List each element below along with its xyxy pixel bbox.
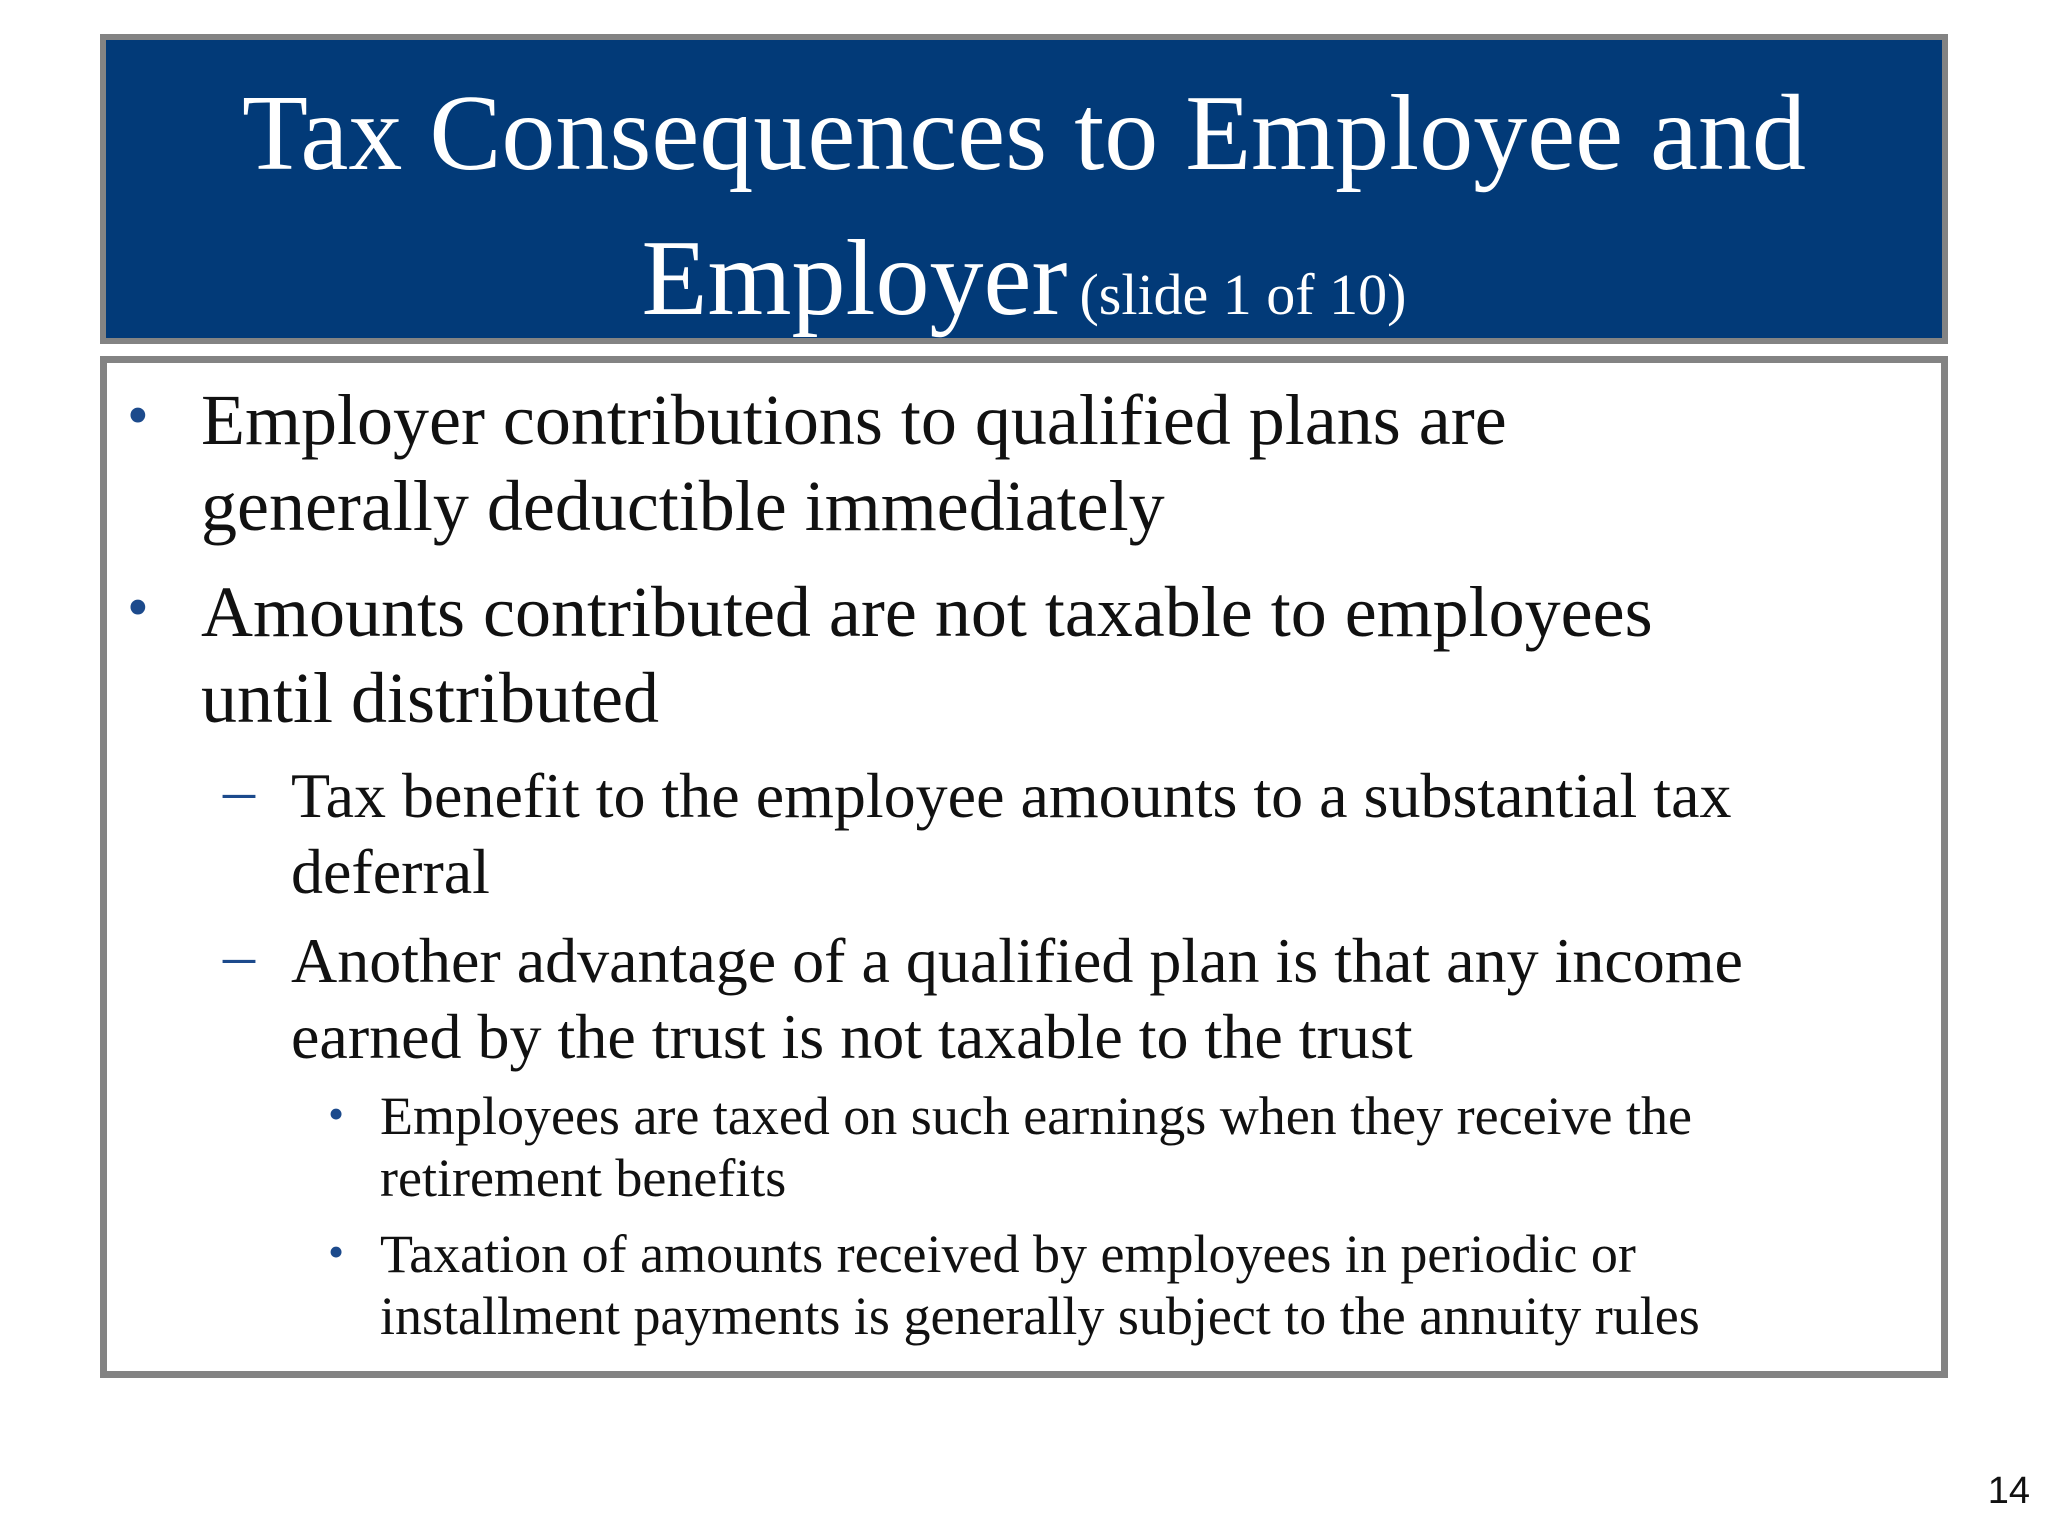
bullet-text-line: deferral <box>291 836 490 907</box>
bullet-item-amounts-contributed <box>127 569 1653 741</box>
bullet-text-line: Tax benefit to the employee amounts to a substantial tax <box>291 760 1732 831</box>
bullet-text-line: until distributed <box>201 658 659 738</box>
bullet-text-line: earned by the trust is not taxable to the trust <box>291 1001 1413 1072</box>
sub-bullet-another-advantage <box>223 919 1743 1075</box>
slide-title-banner <box>100 34 1948 344</box>
bullet-dot-icon: • <box>328 1226 345 1277</box>
dash-icon: – <box>223 754 255 825</box>
bullet-item-employer-contributions <box>127 377 1507 549</box>
slide-title-line-1: Tax Consequences to Employee and <box>242 74 1806 193</box>
slide-title-text: Employer <box>641 219 1068 338</box>
bullet-text-line: Taxation of amounts received by employees in periodic or <box>380 1224 1636 1284</box>
dash-icon: – <box>223 919 255 990</box>
bullet-text-line: Employees are taxed on such earnings when they receive the <box>380 1086 1692 1146</box>
slide-title-line-2 <box>106 219 1942 338</box>
bullet-dot-icon: • <box>127 382 149 450</box>
bullet-text-line: installment payments is generally subject to the annuity rules <box>380 1286 1700 1346</box>
slide-counter: (slide 1 of 10) <box>1079 262 1407 327</box>
sub-bullet-tax-benefit <box>223 754 1732 910</box>
bullet-text-line: generally deductible immediately <box>201 466 1165 546</box>
bullet-text-line: Amounts contributed are not taxable to employees <box>201 572 1653 652</box>
bullet-text-line: retirement benefits <box>380 1148 787 1208</box>
sub-sub-bullet-taxation-of-amounts <box>328 1223 1700 1347</box>
slide-content-box <box>100 356 1948 1378</box>
sub-sub-bullet-employees-taxed <box>328 1085 1692 1209</box>
bullet-dot-icon: • <box>127 574 149 642</box>
bullet-text-line: Employer contributions to qualified plans are <box>201 380 1507 460</box>
bullet-text-line: Another advantage of a qualified plan is that any income <box>291 925 1743 996</box>
page-number: 14 <box>1987 1470 2030 1512</box>
bullet-dot-icon: • <box>328 1088 345 1139</box>
